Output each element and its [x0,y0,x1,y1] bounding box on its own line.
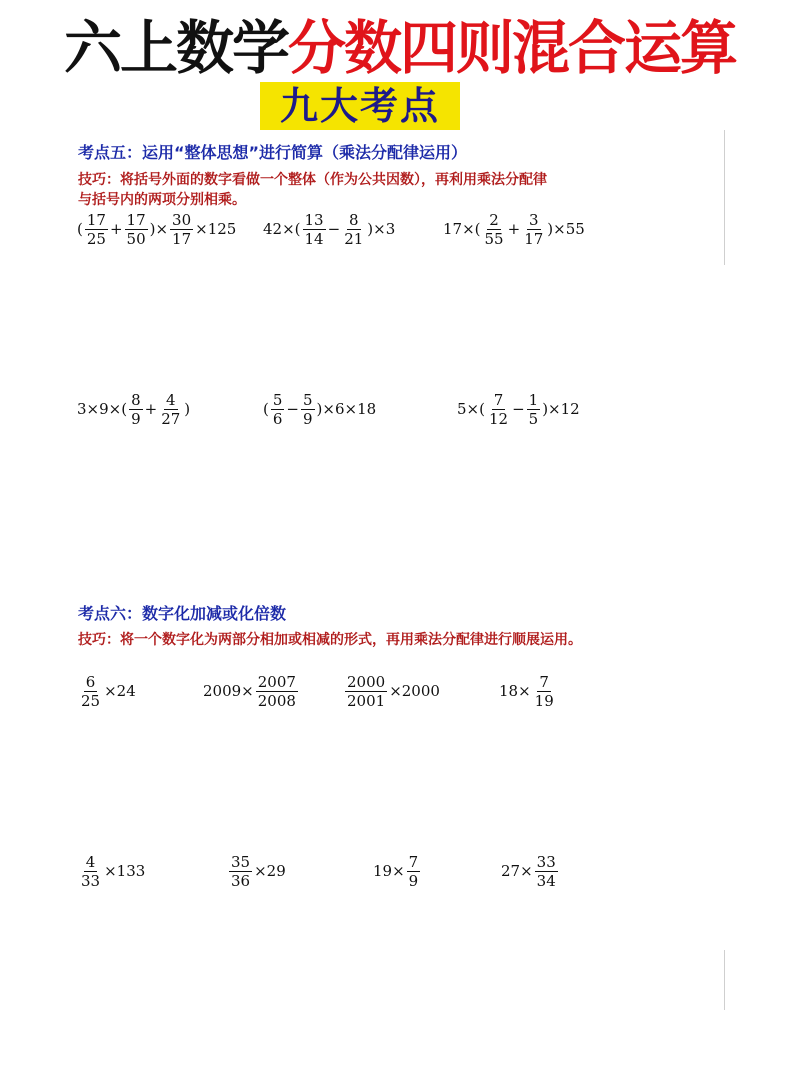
expression-text: − [512,400,525,418]
fraction [229,853,252,890]
expression-text: )×55 [547,220,585,238]
expression-text: ×133 [104,862,146,880]
fraction [303,211,326,248]
expression-text: 17×( [443,220,481,238]
expression-text: 3×9×( [77,400,128,418]
expression-text: )× [149,220,169,238]
expression-text: ( [77,220,83,238]
problem [442,206,586,252]
problem [500,848,559,894]
expression-text: 42×( [263,220,301,238]
fraction [159,391,182,428]
numerator: 35 [231,852,251,871]
title-red-part: 分数四则混合运算 [288,14,737,82]
denominator: 17 [172,229,192,248]
denominator: 2008 [257,691,296,710]
expression-text: − [327,220,341,238]
denominator: 9 [408,871,419,890]
denominator: 55 [484,229,504,248]
numerator: 7 [539,672,549,691]
numerator: 2000 [347,672,386,691]
section5-tip-line2: 与括号内的两项分别相乘。 [78,192,246,208]
fraction [79,853,102,890]
expression-text: − [286,400,299,418]
numerator: 2 [489,210,499,229]
fraction [301,391,315,428]
page-title [0,8,800,88]
numerator: 6 [85,672,96,691]
expression-text: ( [263,400,269,418]
expression-text: )×12 [542,400,580,418]
problem [372,848,421,894]
fraction [522,211,545,248]
expression-text: + [109,220,123,238]
section6-title: 考点六：数字化加减或化倍数 [78,604,287,623]
fraction [345,673,387,710]
problem [344,668,441,714]
denominator: 17 [524,229,544,248]
denominator: 6 [272,409,283,428]
expression-text: ×2000 [389,682,440,700]
section5-tip-line1: 技巧：将括号外面的数字看做一个整体（作为公共因数），再利用乘法分配律 [78,172,547,188]
expression-text: )×3 [367,220,396,238]
problem [202,668,299,714]
expression-text: 27× [501,862,533,880]
numerator: 13 [304,210,324,229]
fraction [533,673,556,710]
denominator: 25 [86,229,106,248]
numerator: 7 [493,390,504,409]
problem [76,206,237,252]
fraction [407,853,421,890]
numerator: 7 [408,852,419,871]
expression-text: 2009× [203,682,254,700]
fraction [487,391,510,428]
problem [78,848,146,894]
title-black-part: 六上数学 [63,14,288,82]
numerator: 5 [272,390,283,409]
expression-text: + [144,400,158,418]
section5-tip [78,170,638,210]
denominator: 50 [126,229,146,248]
denominator: 5 [528,409,539,428]
problem [262,206,396,252]
numerator: 2007 [257,672,296,691]
numerator: 17 [126,210,146,229]
scan-edge-line [724,950,725,1010]
fraction [170,211,193,248]
denominator: 33 [81,871,101,890]
expression-text: 5×( [457,400,485,418]
denominator: 36 [231,871,251,890]
problem [76,386,191,432]
numerator: 8 [131,390,141,409]
section6-tip [78,630,638,650]
fraction [125,211,148,248]
fraction [79,673,102,710]
expression-text: 19× [373,862,405,880]
fraction [535,853,558,890]
subtitle-banner: 九大考点 [260,82,460,130]
fraction [256,673,298,710]
numerator: 8 [348,210,359,229]
expression-text: ) [184,400,191,418]
numerator: 5 [302,390,313,409]
numerator: 17 [86,210,106,229]
fraction [85,211,108,248]
denominator: 9 [131,409,141,428]
section5-title: 考点五：运用“整体思想”进行简算（乘法分配律运用） [78,143,468,162]
denominator: 34 [536,871,556,890]
expression-text: ×29 [254,862,286,880]
problem [498,668,557,714]
expression-text: )×6×18 [316,400,377,418]
problem [262,386,377,432]
denominator: 9 [302,409,313,428]
denominator: 12 [488,409,509,428]
denominator: 25 [81,691,101,710]
fraction [527,391,541,428]
expression-text: ×125 [195,220,237,238]
denominator: 21 [344,229,364,248]
problem [456,386,581,432]
fraction [342,211,365,248]
problem [78,668,137,714]
numerator: 4 [85,852,96,871]
expression-text: + [507,220,521,238]
problem [228,848,287,894]
denominator: 2001 [347,691,386,710]
fraction [129,391,143,428]
scan-edge-line [724,130,725,265]
denominator: 19 [534,691,554,710]
numerator: 3 [528,210,539,229]
denominator: 27 [161,409,181,428]
expression-text: 18× [499,682,531,700]
fraction [483,211,506,248]
numerator: 30 [172,210,192,229]
expression-text: ×24 [104,682,136,700]
numerator: 1 [528,390,539,409]
section6-tip-line1: 技巧：将一个数字化为两部分相加或相减的形式，再用乘法分配律进行顺展运用。 [78,632,582,648]
fraction [271,391,285,428]
numerator: 4 [165,390,176,409]
numerator: 33 [536,852,556,871]
denominator: 14 [304,229,324,248]
